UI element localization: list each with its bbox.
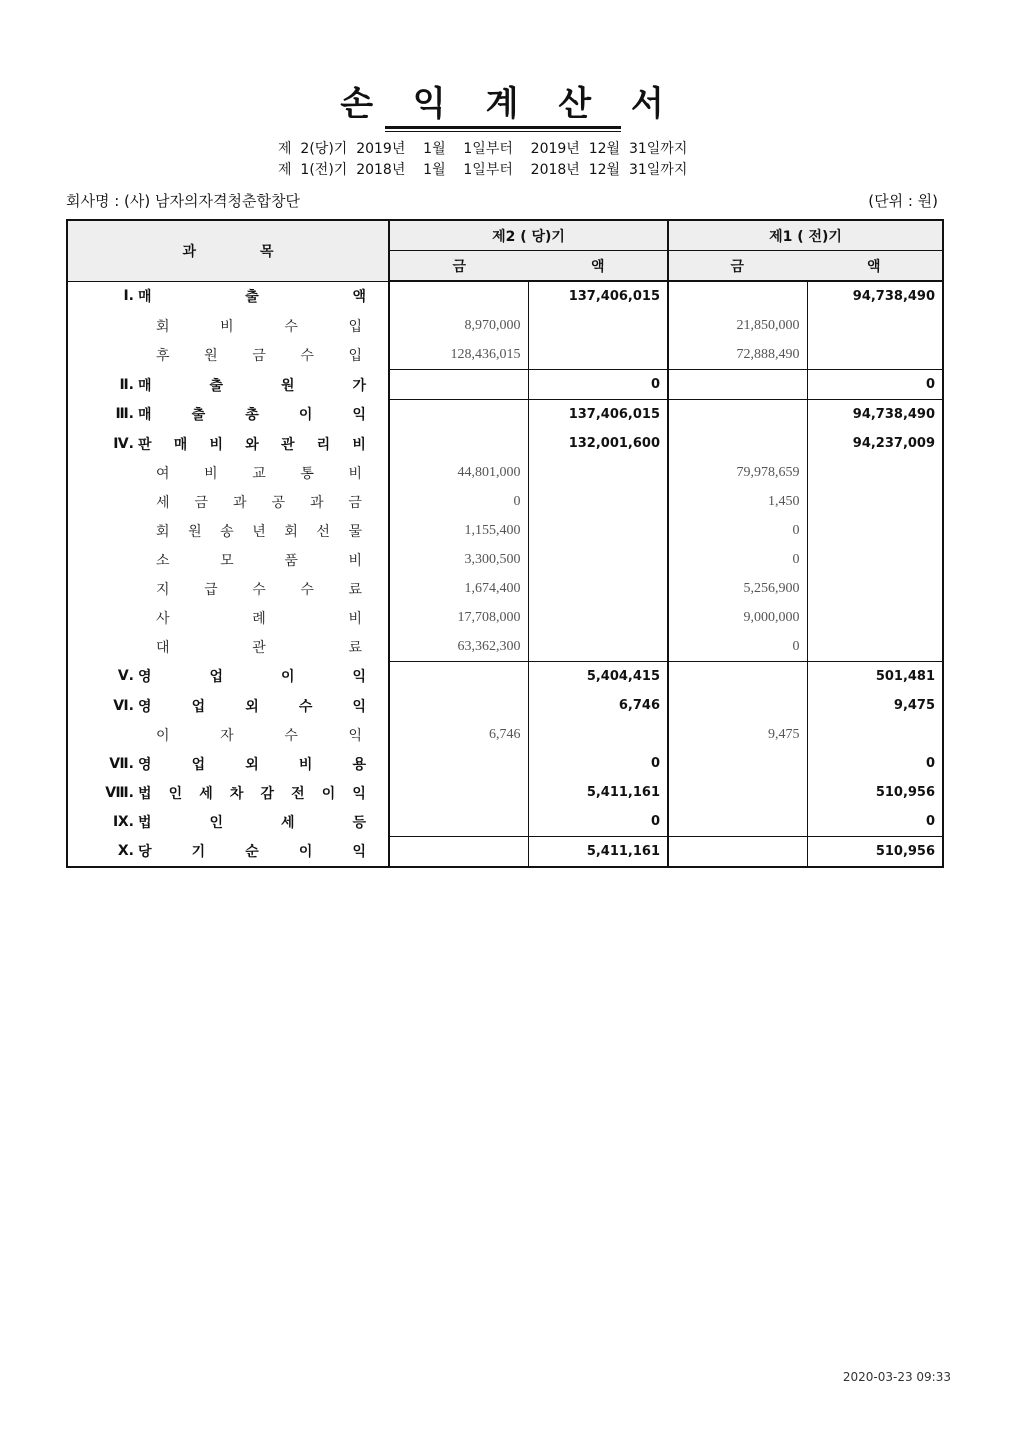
previous-detail-cell <box>668 691 807 720</box>
item-number: Ⅵ. <box>113 697 134 714</box>
item-label: 대 관 료 <box>156 639 362 656</box>
title-underline <box>385 126 621 129</box>
current-detail-cell: 128,436,015 <box>389 340 528 370</box>
current-total-cell: 0 <box>528 749 668 778</box>
subject-cell <box>67 691 389 720</box>
print-timestamp: 2020-03-23 09:33 <box>842 1370 951 1384</box>
subject-cell <box>67 545 389 574</box>
previous-detail-cell <box>668 837 807 868</box>
current-total-cell <box>528 487 668 516</box>
amount-header-char-2: 액 <box>867 258 881 275</box>
subject-cell <box>67 720 389 749</box>
subject-cell <box>67 487 389 516</box>
item-label: 여 비 교 통 비 <box>156 465 362 482</box>
table-row <box>67 458 943 487</box>
item-label: 지 급 수 수 료 <box>156 581 362 598</box>
previous-detail-cell: 21,850,000 <box>668 311 807 340</box>
item-number: Ⅴ. <box>117 668 134 685</box>
subject-header <box>67 220 389 281</box>
period-previous: 제 1(전)기 2018년 1월 1일부터 2018년 12월 31일까지 <box>278 162 688 178</box>
subject-cell <box>67 516 389 545</box>
item-label: 매 출 액 <box>138 289 366 306</box>
current-total-cell: 0 <box>528 370 668 400</box>
table-row <box>67 691 943 720</box>
table-row <box>67 632 943 662</box>
subject-cell <box>67 429 389 458</box>
current-detail-cell: 8,970,000 <box>389 311 528 340</box>
table-row <box>67 749 943 778</box>
previous-total-cell <box>807 720 943 749</box>
previous-detail-cell: 0 <box>668 516 807 545</box>
previous-total-cell <box>807 574 943 603</box>
item-number: Ⅱ. <box>119 376 134 393</box>
current-total-cell <box>528 545 668 574</box>
table-row <box>67 370 943 400</box>
table-row <box>67 281 943 311</box>
current-detail-cell <box>389 807 528 837</box>
item-label: 판 매 비 와 관 리 비 <box>138 436 366 453</box>
item-number: Ⅶ. <box>109 755 134 772</box>
item-label: 매 출 총 이 익 <box>138 407 366 424</box>
previous-total-cell: 0 <box>925 814 936 829</box>
current-total-cell: 0 <box>528 807 668 837</box>
previous-detail-cell: 72,888,490 <box>668 340 807 370</box>
previous-amount-header <box>668 251 943 282</box>
subject-cell <box>67 807 389 837</box>
subject-cell <box>67 603 389 632</box>
item-label: 회 원 송 년 회 선 물 <box>156 523 362 540</box>
previous-detail-cell <box>668 778 807 807</box>
current-detail-cell <box>389 691 528 720</box>
current-detail-cell: 0 <box>389 487 528 516</box>
current-total-cell: 132,001,600 <box>528 429 668 458</box>
current-total-cell: 5,411,161 <box>528 837 668 868</box>
current-total-cell: 137,406,015 <box>528 281 668 311</box>
previous-detail-cell <box>668 662 807 692</box>
current-detail-cell <box>389 400 528 430</box>
previous-total-cell: 0 <box>807 370 943 400</box>
table-row <box>67 778 943 807</box>
previous-detail-cell <box>668 807 807 837</box>
previous-detail-cell <box>668 749 807 778</box>
current-detail-cell <box>389 281 528 311</box>
company-name: 회사명 : (사) 남자의자격청춘합창단 <box>66 192 300 210</box>
current-total-cell <box>528 720 668 749</box>
previous-total-cell <box>807 516 943 545</box>
current-amount-header <box>389 251 668 282</box>
previous-total-cell <box>807 545 943 574</box>
previous-total-cell: 94,738,490 <box>807 400 943 430</box>
previous-period-header: 제1 ( 전)기 <box>668 220 943 251</box>
item-label: 당 기 순 이 익 <box>138 844 366 861</box>
table-row <box>67 574 943 603</box>
amount-header-char-2: 액 <box>590 258 605 275</box>
table-row <box>67 545 943 574</box>
item-label: 세 금 과 공 과 금 <box>156 494 362 511</box>
amount-header-char-1: 금 <box>452 258 467 275</box>
current-detail-cell: 6,746 <box>389 720 528 749</box>
previous-total-cell <box>807 632 943 662</box>
current-period-header: 제2 ( 당)기 <box>389 220 668 251</box>
table-row <box>67 837 943 868</box>
current-total-cell <box>528 632 668 662</box>
subject-header-char-2: 목 <box>260 243 274 260</box>
previous-detail-cell <box>668 400 807 430</box>
current-total-cell: 5,404,415 <box>528 662 668 692</box>
previous-detail-cell: 0 <box>668 632 807 662</box>
previous-total-cell: 94,237,009 <box>852 436 936 451</box>
previous-total-cell: 510,956 <box>807 837 943 868</box>
unit-label: (단위 : 원) <box>868 192 938 210</box>
item-number: Ⅷ. <box>105 784 134 801</box>
subject-cell <box>67 340 389 370</box>
current-total-cell: 5,411,161 <box>528 778 668 807</box>
previous-total-cell: 9,475 <box>893 698 936 713</box>
current-detail-cell: 1,674,400 <box>389 574 528 603</box>
item-label: 후 원 금 수 입 <box>156 347 362 364</box>
previous-detail-cell: 9,000,000 <box>668 603 807 632</box>
current-total-cell <box>528 340 668 370</box>
item-label: 소 모 품 비 <box>156 552 362 569</box>
table-row <box>67 340 943 370</box>
table-row <box>67 662 943 692</box>
current-detail-cell: 17,708,000 <box>389 603 528 632</box>
item-number: Ⅰ. <box>123 288 134 305</box>
table-row <box>67 603 943 632</box>
subject-header-char-1: 과 <box>182 243 196 260</box>
table-body <box>67 281 943 867</box>
previous-detail-cell: 79,978,659 <box>668 458 807 487</box>
current-detail-cell <box>389 749 528 778</box>
previous-total-cell <box>807 458 943 487</box>
current-detail-cell <box>389 662 528 692</box>
item-number: Ⅲ. <box>115 406 134 423</box>
current-total-cell <box>528 458 668 487</box>
current-total-cell <box>528 603 668 632</box>
subject-cell <box>67 281 389 311</box>
current-total-cell <box>528 574 668 603</box>
previous-detail-cell <box>668 370 807 400</box>
item-number: Ⅸ. <box>112 813 134 830</box>
previous-total-cell: 501,481 <box>807 662 943 692</box>
item-label: 영 업 외 수 익 <box>138 698 366 715</box>
table-row <box>67 400 943 430</box>
table-row <box>67 720 943 749</box>
current-total-cell <box>528 311 668 340</box>
current-total-cell <box>528 516 668 545</box>
previous-total-cell: 94,738,490 <box>852 289 936 304</box>
subject-cell <box>67 400 389 430</box>
item-label: 영 업 외 비 용 <box>138 756 366 773</box>
income-statement-table <box>66 219 944 868</box>
current-detail-cell <box>389 837 528 868</box>
current-detail-cell <box>389 778 528 807</box>
previous-detail-cell <box>668 429 807 458</box>
previous-total-cell <box>807 340 943 370</box>
subject-cell <box>67 370 389 400</box>
previous-detail-cell: 9,475 <box>668 720 807 749</box>
subject-cell <box>67 632 389 662</box>
subject-cell <box>67 837 389 868</box>
previous-total-cell <box>807 603 943 632</box>
title-underline-thin <box>385 131 621 132</box>
previous-detail-cell <box>668 281 807 311</box>
previous-total-cell <box>807 311 943 340</box>
item-label: 법 인 세 차 감 전 이 익 <box>138 785 366 802</box>
item-label: 영 업 이 익 <box>138 669 366 686</box>
previous-total-cell: 0 <box>925 756 936 771</box>
current-detail-cell <box>389 429 528 458</box>
item-label: 회 비 수 입 <box>156 318 362 335</box>
table-row <box>67 516 943 545</box>
item-label: 매 출 원 가 <box>138 377 366 394</box>
document-title: 손 익 계 산 서 <box>340 84 678 124</box>
subject-cell <box>67 574 389 603</box>
previous-total-cell <box>807 487 943 516</box>
table-row <box>67 429 943 458</box>
item-label: 사 례 비 <box>156 610 362 627</box>
item-label: 이 자 수 익 <box>156 727 362 744</box>
item-number: Ⅹ. <box>117 843 134 860</box>
subject-cell <box>67 458 389 487</box>
table-row <box>67 311 943 340</box>
subject-cell <box>67 749 389 778</box>
subject-cell <box>67 662 389 692</box>
item-number: Ⅳ. <box>113 435 134 452</box>
period-current: 제 2(당)기 2019년 1월 1일부터 2019년 12월 31일까지 <box>278 141 688 157</box>
subject-cell <box>67 311 389 340</box>
previous-detail-cell: 0 <box>668 545 807 574</box>
current-detail-cell: 3,300,500 <box>389 545 528 574</box>
current-detail-cell: 44,801,000 <box>389 458 528 487</box>
previous-total-cell: 510,956 <box>875 785 936 800</box>
current-detail-cell <box>389 370 528 400</box>
current-total-cell: 6,746 <box>528 691 668 720</box>
current-detail-cell: 1,155,400 <box>389 516 528 545</box>
previous-detail-cell: 1,450 <box>668 487 807 516</box>
item-label: 법 인 세 등 <box>138 814 366 831</box>
amount-header-char-1: 금 <box>730 258 745 275</box>
table-row <box>67 807 943 837</box>
previous-detail-cell: 5,256,900 <box>668 574 807 603</box>
current-total-cell: 137,406,015 <box>528 400 668 430</box>
table-row <box>67 487 943 516</box>
current-detail-cell: 63,362,300 <box>389 632 528 662</box>
subject-cell <box>67 778 389 807</box>
